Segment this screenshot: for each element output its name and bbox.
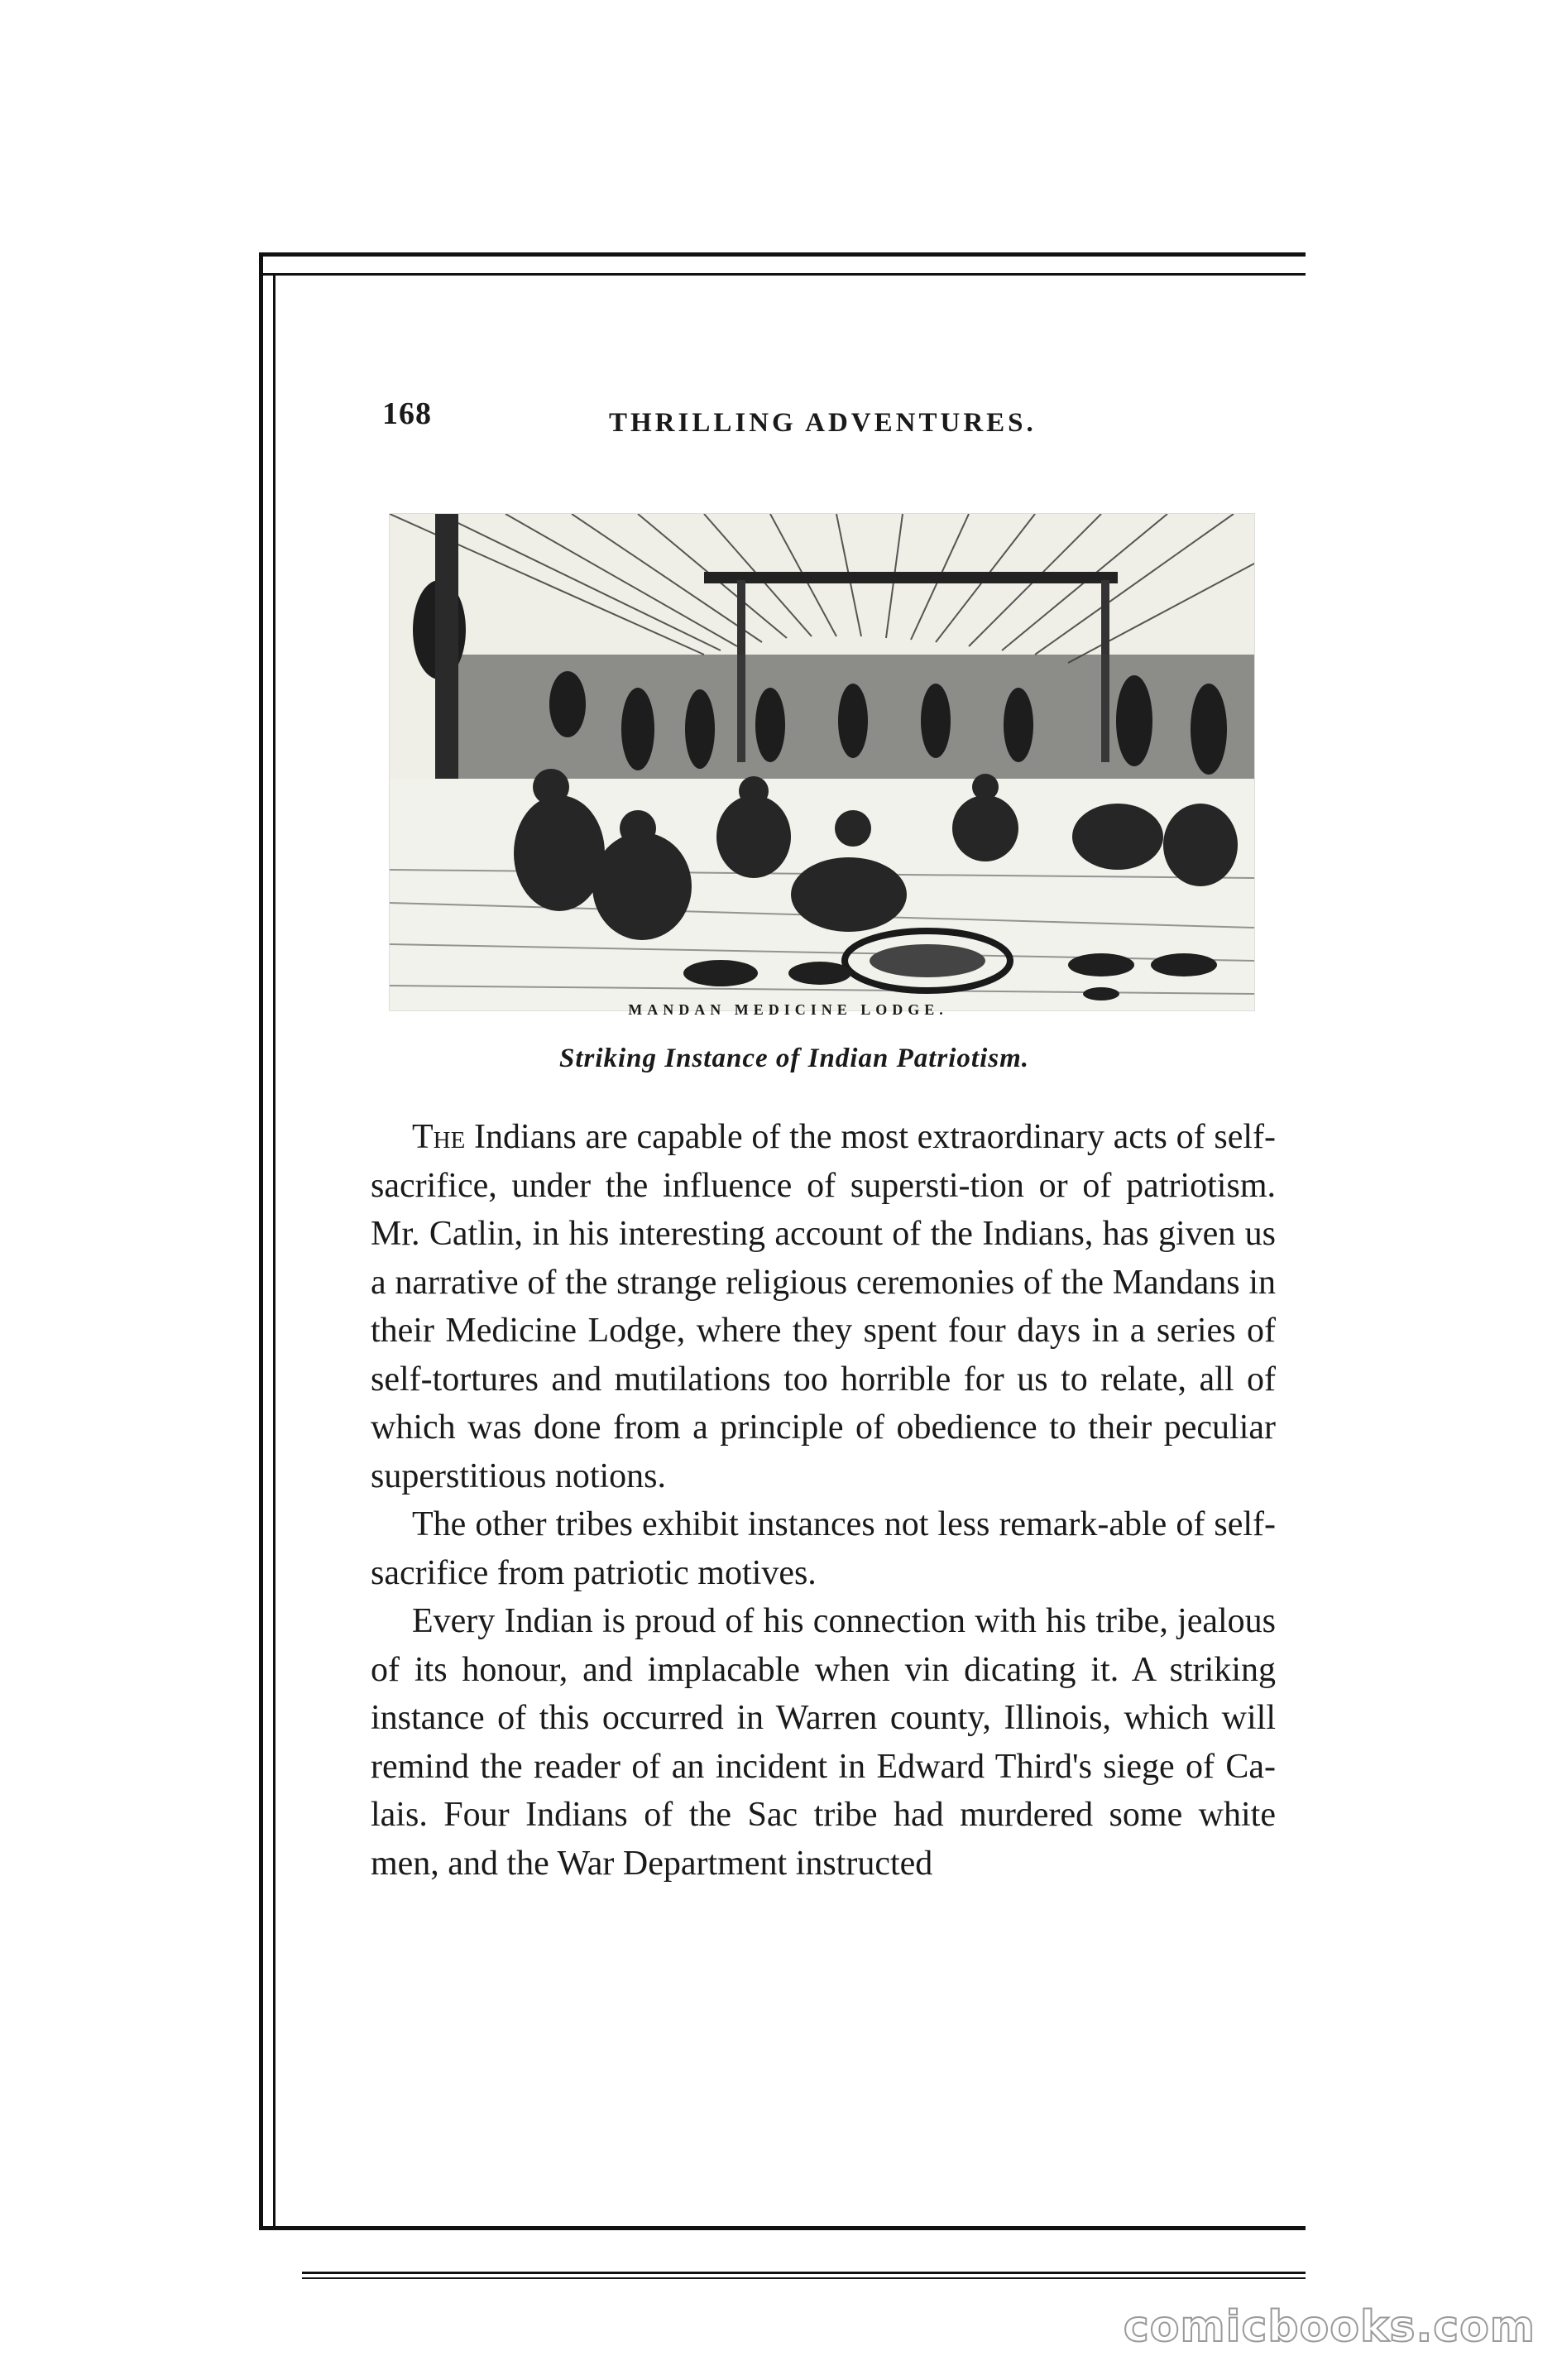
watermark-logo: comicbooks.com — [1123, 2302, 1536, 2352]
body-text — [371, 1113, 1276, 1888]
paragraph-1 — [371, 1113, 1276, 1500]
mandan-lodge-engraving — [390, 514, 1254, 1010]
paragraph-1-text: Indians are capable of the most extraordinary acts of self-sacrifice, under the influence of supersti-tion or of patriotism. Mr. Catlin, in his interesting account of the Indians, has given us a narrative of the strange religious ceremonies of the Mandans in their Medicine Lodge, where they spent four days in a series of self-tortures and mutilations too horrible for us to relate, all of which was done from a principle of obedience to their peculiar superstitious notions. — [371, 1118, 1276, 1495]
engraving-illustration — [389, 513, 1255, 1011]
figure-caption: MANDAN MEDICINE LODGE. — [628, 1001, 948, 1018]
running-head: THRILLING ADVENTURES. — [609, 408, 1037, 438]
paragraph-lead-word: The — [412, 1118, 466, 1156]
paragraph-2: The other tribes exhibit instances not less remark-able of self-sacrifice from patriotic motives. — [371, 1505, 1276, 1592]
left-border-rule-inner — [273, 273, 276, 2226]
paragraph-3: Every Indian is proud of his connection with his tribe, jealous of its honour, and implacable when vin dicating it. A striking instance of this occurred in Warren county, Illinois, which will remind the reader of an incident in Edward Third's siege of Ca-lais. Four Indians of the Sac tribe had murdered some white men, and the War Department instructed — [371, 1602, 1276, 1883]
top-border-rule-thin — [259, 273, 1306, 276]
top-border-rule-thick — [259, 252, 1306, 257]
bottom-border-rule-thin — [302, 2272, 1306, 2274]
section-heading: Striking Instance of Indian Patriotism. — [558, 1044, 1030, 1073]
bottom-border-rule-thick — [259, 2226, 1306, 2230]
page-number: 168 — [382, 396, 432, 431]
bottom-border-rule-thin-2 — [302, 2277, 1306, 2279]
left-border-rule-outer — [259, 252, 263, 2230]
